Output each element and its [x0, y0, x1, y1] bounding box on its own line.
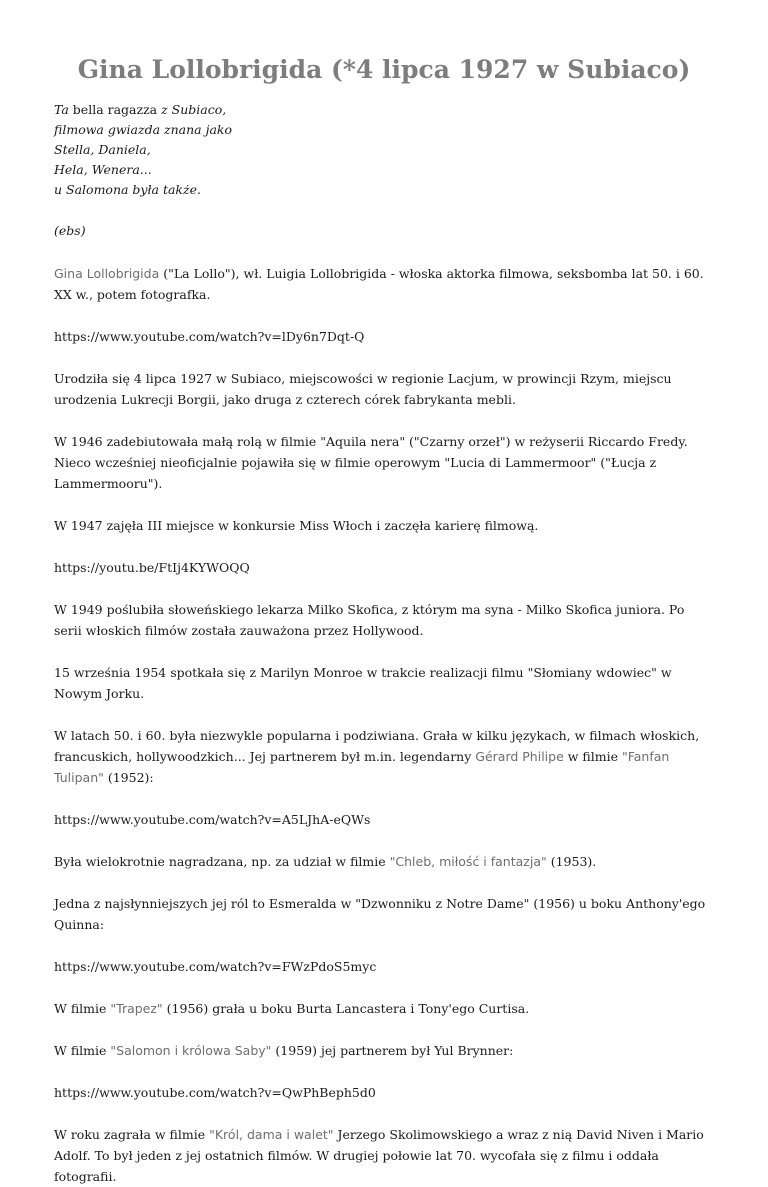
paragraph-miss-italy: W 1947 zajęła III miejsce w konkursie Miss Włoch i zaczęła karierę filmową. [54, 518, 539, 533]
paragraph-popularity-text-b: w filmie [563, 749, 622, 764]
poem-line-1 [54, 100, 714, 120]
paragraph-debut: W 1946 zadebiutowała małą rolą w filmie "Aquila nera" ("Czarny orzeł") w reżyserii Riccardo Fredy. Nieco wcześniej nieoficjalnie pojawiła się w filmie operowym "Lucia di Lammermoor" ("Łucja z Lammermooru"). [54, 434, 688, 491]
link-gerard-philipe[interactable]: Gérard Philipe [475, 749, 564, 764]
paragraph-esmeralda: Jedna z najsłynniejszych jej ról to Esmeralda w "Dzwonniku z Notre Dame" (1956) u boku Anthony'ego Quinna: [54, 896, 706, 932]
paragraph-popularity-text-a: W latach 50. i 60. była niezwykle popularna i podziwiana. Grała w kilku językach, w filmach włoskich, francuskich, hollywoodzkich... Jej partnerem był m.in. legendarny [54, 728, 700, 764]
paragraph-birth: Urodziła się 4 lipca 1927 w Subiaco, miejscowości w regionie Lacjum, w prowincji Rzym, miejscu urodzenia Lukrecji Borgii, jako druga z czterech córek fabrykanta mebli. [54, 371, 672, 407]
url-youtube-4: https://www.youtube.com/watch?v=FWzPdoS5myc [54, 959, 377, 974]
poem [54, 100, 714, 200]
paragraph-marriage: W 1949 poślubiła słoweńskiego lekarza Milko Skofica, z którym ma syna - Milko Skofica juniora. Po serii włoskich filmów została zauważona przez Hollywood. [54, 602, 685, 638]
signature: (ebs) [54, 223, 86, 238]
poem-line-3: Stella, Daniela, [54, 142, 151, 157]
poem-line-1-italic-a: Ta [54, 102, 69, 117]
link-salomon-krolowa-saby[interactable]: "Salomon i królowa Saby" [110, 1043, 272, 1058]
poem-line-4: Hela, Wenera... [54, 162, 152, 177]
paragraph-trapez-text-a: W filmie [54, 1001, 111, 1016]
paragraph-popularity [54, 725, 714, 788]
paragraph-awards-text-b: (1953). [546, 854, 597, 869]
link-gina-lollobrigida[interactable]: Gina Lollobrigida [54, 266, 160, 281]
paragraph-salomon [54, 1040, 714, 1061]
paragraph-later-career-text-a: W roku zagrała w filmie [54, 1127, 210, 1142]
link-chleb-milosc-fantazja[interactable]: "Chleb, miłość i fantazja" [389, 854, 547, 869]
poem-line-1-regular: bella ragazza [68, 102, 162, 117]
paragraph-later-career-text-b: Jerzego Skolimowskiego a wraz z nią David Niven i Mario Adolf. To był jeden z jej ostatnich filmów. W drugiej połowie lat 70. wycofała się z filmu i oddała fotografii. [54, 1127, 704, 1184]
paragraph-salomon-text-b: (1959) jej partnerem był Yul Brynner: [271, 1043, 514, 1058]
paragraph-trapez-text-b: (1956) grała u boku Burta Lancastera i Tony'ego Curtisa. [162, 1001, 530, 1016]
paragraph-later-career [54, 1124, 714, 1187]
paragraph-awards-text-a: Była wielokrotnie nagradzana, np. za udział w filmie [54, 854, 390, 869]
poem-line-5: u Salomona była także. [54, 182, 201, 197]
paragraph-trapez [54, 998, 714, 1019]
paragraph-popularity-text-c: (1952): [103, 770, 154, 785]
paragraph-marilyn: 15 września 1954 spotkała się z Marilyn Monroe w trakcie realizacji filmu "Słomiany wdowiec" w Nowym Jorku. [54, 665, 672, 701]
url-youtube-5: https://www.youtube.com/watch?v=QwPhBeph5d0 [54, 1085, 376, 1100]
link-fanfan-tulipan[interactable]: "Fanfan Tulipan" [54, 749, 670, 785]
poem-line-1-italic-b: z Subiaco, [161, 102, 227, 117]
url-youtube-1: https://www.youtube.com/watch?v=lDy6n7Dqt-Q [54, 329, 365, 344]
paragraph-awards [54, 851, 714, 872]
paragraph-intro [54, 263, 714, 305]
paragraph-intro-text: ("La Lollo"), wł. Luigia Lollobrigida - włoska aktorka filmowa, seksbomba lat 50. i 60. XX w., potem fotografka. [54, 266, 704, 302]
link-trapez[interactable]: "Trapez" [110, 1001, 163, 1016]
url-youtube-3: https://www.youtube.com/watch?v=A5LJhA-eQWs [54, 812, 371, 827]
paragraph-salomon-text-a: W filmie [54, 1043, 111, 1058]
page-title: Gina Lollobrigida (*4 lipca 1927 w Subiaco) [77, 55, 691, 84]
poem-line-2: filmowa gwiazda znana jako [54, 122, 232, 137]
url-youtube-2: https://youtu.be/FtIj4KYWOQQ [54, 560, 250, 575]
link-krol-dama-walet[interactable]: "Król, dama i walet" [209, 1127, 334, 1142]
